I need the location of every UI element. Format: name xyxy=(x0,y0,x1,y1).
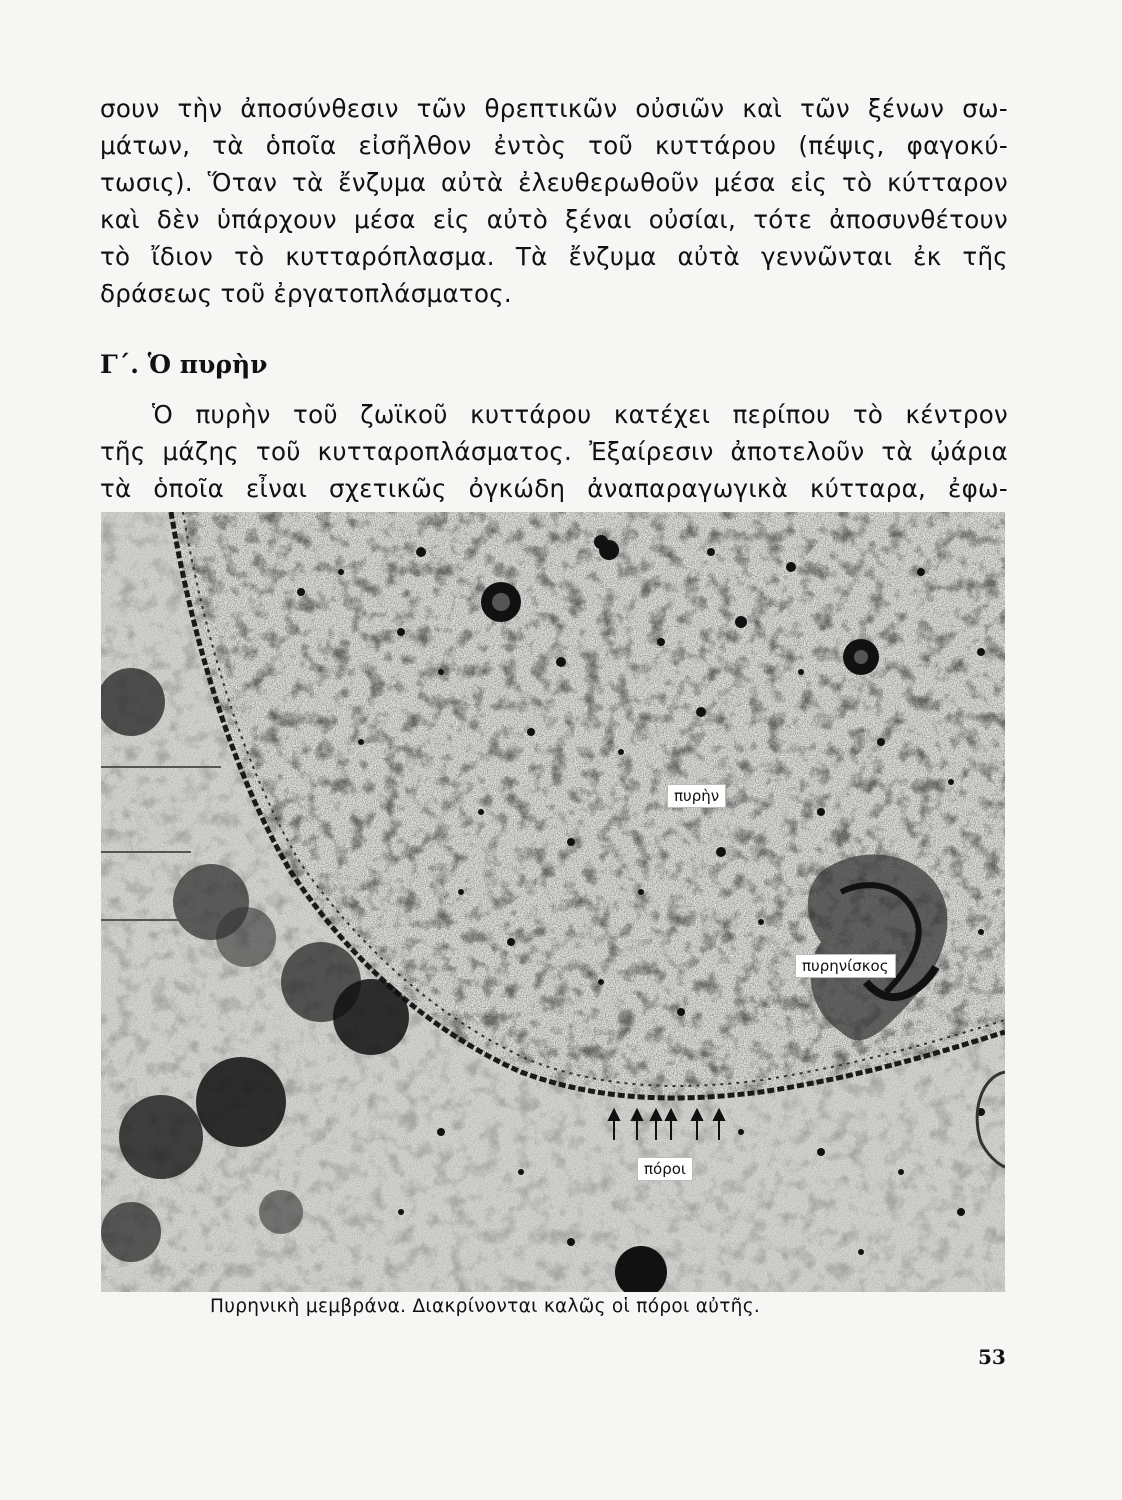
text-line: τωσις). Ὅταν τὰ ἔνζυμα αὐτὰ ἐλευθερωθοῦν μέσα εἰς τὸ κύτταρον xyxy=(100,168,1008,197)
text-line: σουν τὴν ἀποσύνθεσιν τῶν θρεπτικῶν οὐσιῶν καὶ τῶν ξένων σω- xyxy=(100,94,1008,123)
label-pores: πόροι xyxy=(637,1157,693,1181)
figure-caption: Πυρηνικὴ μεμβράνα. Διακρίνονται καλῶς οἱ πόροι αὐτῆς. xyxy=(210,1296,761,1317)
page-number: 53 xyxy=(978,1345,1006,1369)
section-heading: Γ΄. Ὁ πυρὴν xyxy=(100,350,268,379)
text-line: τὸ ἴδιον τὸ κυτταρόπλασμα. Τὰ ἔνζυμα αὐτὰ γεννῶνται ἐκ τῆς xyxy=(100,242,1008,271)
paragraph-enzymes xyxy=(100,90,1008,312)
micrograph-image xyxy=(101,512,1005,1292)
text-line: τὰ ὁποῖα εἶναι σχετικῶς ὀγκώδη ἀναπαραγωγικὰ κύτταρα, ἐφω- xyxy=(100,474,1008,503)
label-nucleolus: πυρηνίσκος xyxy=(795,954,896,978)
paragraph-nucleus xyxy=(100,396,1008,507)
micrograph-figure xyxy=(101,512,1005,1292)
text-line: τῆς μάζης τοῦ κυτταροπλάσματος. Ἐξαίρεσιν ἀποτελοῦν τὰ ᾠάρια xyxy=(100,437,1008,466)
text-line: δράσεως τοῦ ἐργατοπλάσματος. xyxy=(100,279,513,308)
label-nucleus: πυρὴν xyxy=(667,784,726,808)
text-line: καὶ δὲν ὑπάρχουν μέσα εἰς αὐτὸ ξέναι οὐσίαι, τότε ἀποσυνθέτουν xyxy=(100,205,1008,234)
text-line: Ὁ πυρὴν τοῦ ζωϊκοῦ κυττάρου κατέχει περίπου τὸ κέντρον xyxy=(152,400,1008,429)
text-line: μάτων, τὰ ὁποῖα εἰσῆλθον ἐντὸς τοῦ κυττάρου (πέψις, φαγοκύ- xyxy=(100,131,1008,160)
